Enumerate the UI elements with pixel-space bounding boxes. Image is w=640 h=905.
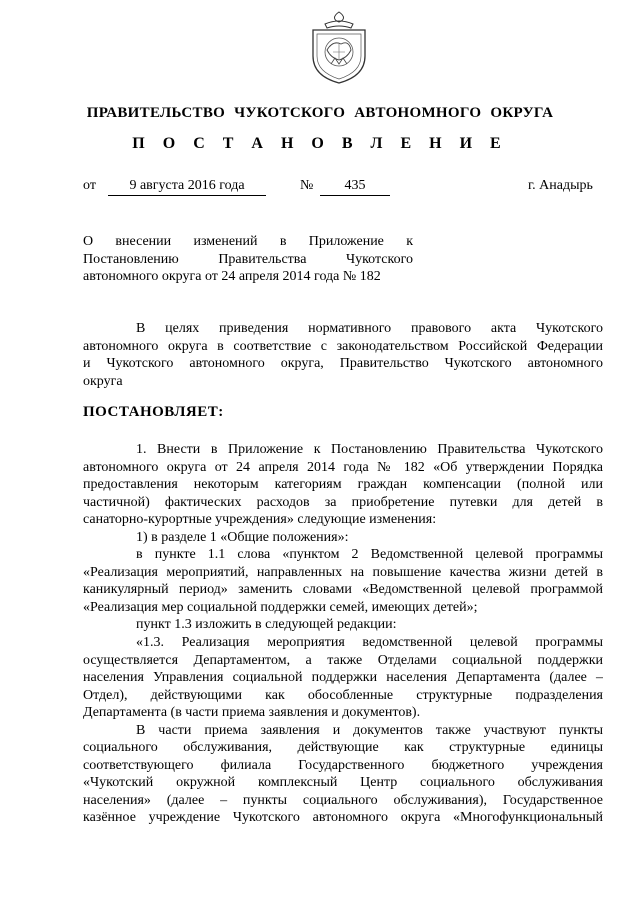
city: г. Анадырь (528, 178, 593, 193)
preamble-line: автономного округа в соответствие с законодательством Российской Федерации (83, 338, 603, 354)
body-line: Отдел), действующими как обособленные структурные подразделения (83, 687, 603, 703)
preamble-paragraph (83, 320, 603, 390)
body-line: предоставления некоторым категориям граждан компенсации (полной или (83, 477, 603, 493)
body-line: соответствующего филиала Государственного бюджетного учреждения (83, 757, 603, 773)
body-line: социального обслуживания, действующие как структурные единицы (83, 740, 603, 756)
body-line: в пункте 1.1 слова «пунктом 2 Ведомственной целевой программы (136, 547, 603, 563)
body-line: «Реализация мероприятий, направленных на повышение качества жизни детей в (83, 564, 603, 580)
body-line: автономного округа от 24 апреля 2014 года № 182 «Об утверждении Порядка (83, 459, 603, 475)
preamble-line: и Чукотского автономного округа, Правительство Чукотского автономного (83, 356, 603, 372)
preamble-line: В целях приведения нормативного правового акта Чукотского (136, 321, 603, 336)
body-line: частичной) фактических расходов за приобретение путевки для детей в (83, 494, 603, 510)
body-line: 1. Внести в Приложение к Постановлению Правительства Чукотского (136, 442, 603, 457)
body-line: «1.3. Реализация мероприятия ведомственной целевой программы (136, 635, 603, 651)
decree-body (83, 441, 603, 827)
body-line: населения» (далее – пункты социального обслуживания), Государственное (83, 792, 603, 808)
decree-date: 9 августа 2016 года (108, 178, 266, 196)
preamble-line: округа (83, 373, 123, 389)
body-line: «Реализация мер социальной поддержки семей, имеющих детей»; (83, 599, 478, 615)
body-line: 1) в разделе 1 «Общие положения»: (136, 529, 349, 545)
resolve-heading: ПОСТАНОВЛЯЕТ: (83, 404, 224, 420)
body-line: осуществляется Департаментом, а также Отделами социальной поддержки (83, 652, 603, 668)
document-type-title: П О С Т А Н О В Л Е Н И Е (132, 135, 508, 152)
date-label: от (83, 178, 96, 193)
body-line: «Чукотский окружной комплексный Центр социального обслуживания (83, 775, 603, 791)
body-line: пункт 1.3 изложить в следующей редакции: (136, 617, 397, 633)
decree-number: 435 (320, 178, 390, 196)
body-line: каникулярный период» заменить словами «Ведомственной целевой программой (83, 582, 603, 598)
body-line: населения Управления социальной поддержки населения Департамента (далее – (83, 670, 603, 686)
body-line: казённое учреждение Чукотского автономного округа «Многофункциональный (83, 810, 603, 826)
government-title: ПРАВИТЕЛЬСТВО ЧУКОТСКОГО АВТОНОМНОГО ОКРУГА (86, 105, 554, 121)
number-label: № (300, 178, 314, 193)
coat-of-arms-emblem-icon (305, 10, 373, 85)
body-line: Департамента (в части приема заявления и документов). (83, 705, 421, 721)
subject-line: Постановлению Правительства Чукотского (83, 251, 413, 267)
decree-subject (83, 233, 413, 286)
body-line: В части приема заявления и документов также участвуют пункты (136, 722, 603, 738)
body-line: санаторно-курортные учреждения» следующие изменения: (83, 512, 437, 528)
subject-line: О внесении изменений в Приложение к (83, 234, 413, 249)
subject-line: автономного округа от 24 апреля 2014 года № 182 (83, 269, 381, 284)
